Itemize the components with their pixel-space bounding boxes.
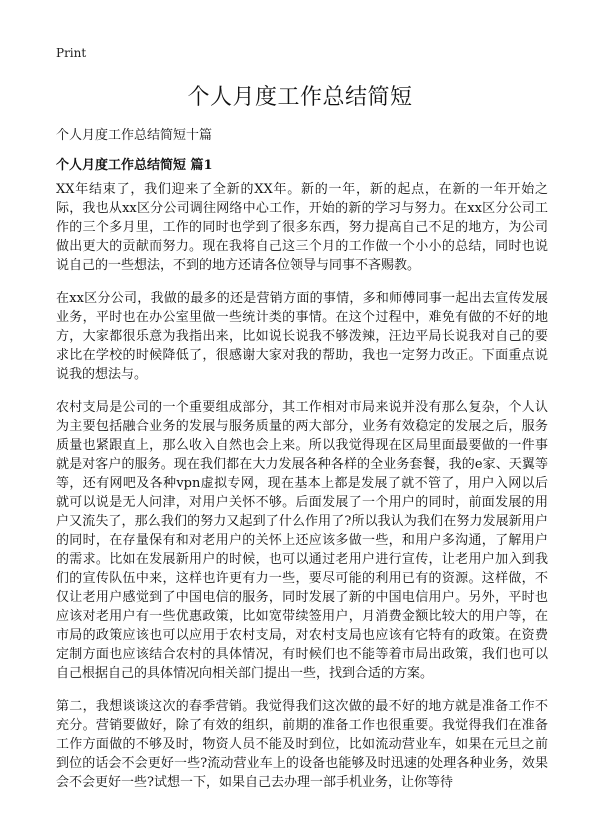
page-title: 个人月度工作总结简短: [187, 85, 413, 110]
paragraph: 第二，我想谈谈这次的春季营销。我觉得我们这次做的最不好的地方就是准备工作不充分。营销要做好，除了有效的组织，前期的准备工作也很重要。我觉得我们在准备工作方面做的不够及时，物资人员不能及时到位，比如流动营业车，如果在元旦之前到位的话会不会更好一些?流动营业车上的设备也能够及时迅速的处理各种业务，效果会不会更好一些?试想一下，如果自己去办理一部手机业务，让你等待: [56, 699, 548, 790]
paragraph: 农村支局是公司的一个重要组成部分，其工作相对市局来说并没有那么复杂，个人认为主要包括融合业务的发展与服务质量的两大部分，业务有效稳定的发展之后，服务质量也紧跟直上，那么收入自然也会上来。所以我觉得现在区局里面最要做的一件事就是对客户的服务。现在我们都在大力发展各种各样的全业务套餐，我的e家、天翼等等，还有网吧及各种vpn虚拟专网，现在基本上都是发展了就不管了，用户入网以后就可以说是无人问津，对用户关怀不够。后面发展了一个用户的同时，前面发展的用户又流失了，那么我们的努力又起到了什么作用了?所以我认为我们在努力发展新用户的同时，在存量保有和对老用户的关怀上还应该多做一些，和用户多沟通，了解用户的需求。比如在发展新用户的时候，也可以通过老用户进行宣传，让老用户加入到我们的宣传队伍中来，这样也许更有力一些，要尽可能的利用已有的资源。这样做，不仅让老用户感觉到了中国电信的服务，同时发展了新的中国电信用户。另外，平时也应该对老用户有一些优惠政策，比如宽带续签用户，月消费金额比较大的用户等，在市局的政策应该也可以应用于农村支局，对农村支局也应该有它特有的政策。在资费定制方面也应该结合农村的具体情况，有时候们也不能等着市局出政策，我们也可以自己根据自己的具体情况向相关部门提出一些，找到合适的方案。: [56, 400, 548, 681]
paragraph: 在xx区分公司，我做的最多的还是营销方面的事情，多和师傅同事一起出去宣传发展业务，平时也在办公室里做一些统计类的事情。在这个过程中，难免有做的不好的地方，大家都很乐意为我指出来，比如说长说我不够泼辣，汪边平局长说我对自己的要求比在学校的时候降低了，很感谢大家对我的帮助，我也一定努力改正。下面重点说说我的想法与。: [56, 291, 548, 382]
paragraph: XX年结束了，我们迎来了全新的XX年。新的一年，新的起点，在新的一年开始之际，我也从xx区分公司调往网络中心工作，开始的新的学习与努力。在xx区分公司工作的三个多月里，工作的同时也学到了很多东西，努力提高自己不足的地方，为公司做出更大的贡献而努力。现在我将自己这三个月的工作做一个小小的总结，同时也说说自己的一些想法，不到的地方还请各位领导与同事不吝赐教。: [56, 182, 548, 273]
document-body: [56, 180, 548, 806]
document-subtitle: 个人月度工作总结简短十篇: [56, 128, 213, 143]
section-heading: 个人月度工作总结简短 篇1: [56, 158, 213, 173]
print-link[interactable]: Print: [56, 46, 87, 60]
